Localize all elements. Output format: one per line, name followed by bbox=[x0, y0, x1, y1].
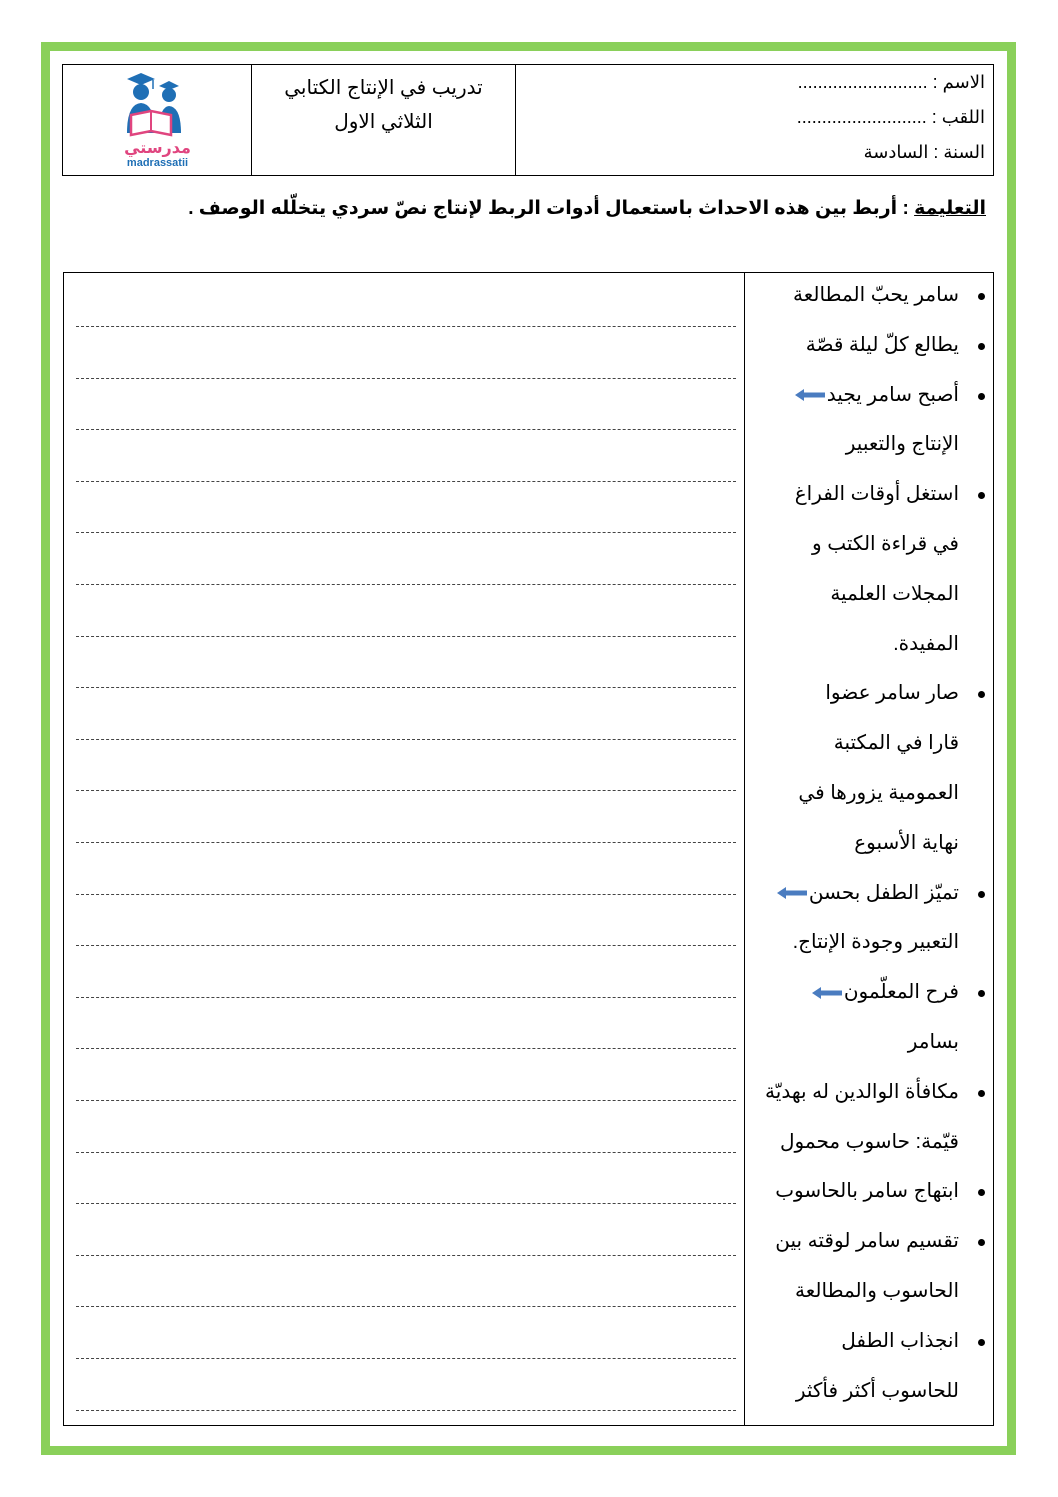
event-line bbox=[795, 482, 959, 506]
event-line bbox=[812, 532, 959, 556]
title-line-1: تدريب في الإنتاج الكتابي bbox=[284, 77, 483, 99]
event-text: استغل أوقات الفراغ bbox=[794, 483, 959, 506]
event-text: تميّز الطفل بحسن bbox=[808, 881, 959, 904]
surname-field: اللقب : .......................... bbox=[796, 107, 985, 127]
writing-line bbox=[76, 997, 736, 998]
arrow-left-icon bbox=[810, 986, 844, 1000]
writing-line bbox=[76, 1100, 736, 1101]
header-table bbox=[62, 64, 994, 176]
events-column bbox=[745, 273, 993, 1425]
writing-line bbox=[76, 429, 736, 430]
bullet-icon bbox=[978, 891, 985, 898]
instruction-label: التعليمة bbox=[914, 198, 986, 219]
bullet-icon bbox=[978, 691, 985, 698]
event-text: فرح المعلّمون bbox=[843, 981, 959, 1004]
writing-line bbox=[76, 790, 736, 791]
instruction-text: : أربط بين هذه الاحداث باستعمال أدوات الربط لإنتاج نصّ سردي يتخلّله الوصف . bbox=[188, 198, 915, 219]
event-text: الحاسوب والمطالعة bbox=[795, 1280, 959, 1302]
event-text: مكافأة الوالدين له بهديّة bbox=[765, 1080, 959, 1103]
event-text: المفيدة. bbox=[893, 632, 959, 655]
bullet-icon bbox=[978, 393, 985, 400]
event-text: يطالع كلّ ليلة قصّة bbox=[805, 333, 959, 356]
writing-line bbox=[76, 1255, 736, 1256]
event-text: تقسيم سامر لوقته بين bbox=[775, 1230, 959, 1253]
bullet-icon bbox=[978, 343, 985, 350]
arrow-left-icon bbox=[775, 886, 809, 900]
event-line bbox=[830, 582, 959, 606]
bullet-icon bbox=[978, 1189, 985, 1196]
event-text: المجلات العلمية bbox=[830, 582, 959, 605]
event-line bbox=[775, 1229, 959, 1253]
instruction bbox=[86, 197, 986, 220]
event-line bbox=[796, 1379, 959, 1403]
event-text: العمومية يزورها في bbox=[798, 782, 959, 804]
event-line bbox=[793, 283, 959, 307]
event-line bbox=[806, 333, 959, 357]
writing-line bbox=[76, 1152, 736, 1153]
logo-arabic-text: مدرستي bbox=[124, 140, 191, 157]
exercise-table bbox=[63, 272, 994, 1426]
event-line bbox=[775, 1179, 959, 1203]
event-line bbox=[893, 632, 959, 656]
bullet-icon bbox=[978, 1239, 985, 1246]
writing-line bbox=[76, 636, 736, 637]
bullet-icon bbox=[978, 293, 985, 300]
writing-line bbox=[76, 1358, 736, 1359]
event-text: صار سامر عضوا bbox=[825, 682, 959, 705]
event-line bbox=[785, 383, 959, 407]
event-line bbox=[798, 781, 959, 805]
year-field: السنة : السادسة bbox=[863, 142, 985, 162]
event-line bbox=[765, 1080, 959, 1104]
event-line bbox=[793, 930, 959, 954]
writing-line bbox=[76, 739, 736, 740]
event-line bbox=[846, 432, 959, 456]
event-line bbox=[767, 881, 959, 905]
event-text: قيّمة: حاسوب محمول bbox=[780, 1130, 959, 1153]
event-text: ابتهاج سامر بالحاسوب bbox=[775, 1180, 959, 1203]
bullet-icon bbox=[978, 990, 985, 997]
student-reading-icon bbox=[97, 71, 217, 141]
writing-line bbox=[76, 378, 736, 379]
event-text: انجذاب الطفل bbox=[841, 1329, 959, 1352]
event-line bbox=[802, 980, 959, 1004]
event-line bbox=[834, 731, 959, 755]
event-line bbox=[841, 1329, 959, 1353]
event-text: سامر يحبّ المطالعة bbox=[792, 284, 959, 306]
title-line-2: الثلاثي الاول bbox=[334, 111, 433, 133]
writing-line bbox=[76, 894, 736, 895]
event-text: قارا في المكتبة bbox=[833, 732, 959, 755]
bullet-icon bbox=[978, 1339, 985, 1346]
writing-line bbox=[76, 532, 736, 533]
title-cell bbox=[252, 65, 516, 175]
event-line bbox=[795, 1279, 959, 1303]
event-text: بسامر bbox=[907, 1031, 959, 1053]
arrow-left-icon bbox=[793, 388, 827, 402]
writing-line bbox=[76, 584, 736, 585]
logo-cell bbox=[63, 65, 252, 175]
event-text: الإنتاج والتعبير bbox=[845, 433, 959, 456]
writing-line bbox=[76, 1048, 736, 1049]
name-field: الاسم : .......................... bbox=[797, 72, 985, 92]
writing-line bbox=[76, 842, 736, 843]
event-line bbox=[908, 1030, 959, 1054]
bullet-icon bbox=[978, 1090, 985, 1097]
event-line bbox=[780, 1130, 959, 1154]
event-text: في قراءة الكتب و bbox=[812, 533, 959, 555]
writing-line bbox=[76, 1203, 736, 1204]
event-line bbox=[825, 681, 959, 705]
writing-line bbox=[76, 945, 736, 946]
bullet-icon bbox=[978, 492, 985, 499]
event-text: نهاية الأسبوع bbox=[854, 831, 959, 854]
student-info-cell bbox=[516, 65, 993, 175]
event-line bbox=[854, 831, 959, 855]
writing-line bbox=[76, 1410, 736, 1411]
writing-line bbox=[76, 481, 736, 482]
event-text: أصبح سامر يجيد bbox=[826, 383, 959, 406]
writing-line bbox=[76, 326, 736, 327]
event-text: للحاسوب أكثر فأكثر bbox=[795, 1379, 959, 1402]
writing-line bbox=[76, 687, 736, 688]
writing-line bbox=[76, 1306, 736, 1307]
event-text: التعبير وجودة الإنتاج. bbox=[792, 931, 959, 954]
logo-latin-text: madrassatii bbox=[126, 157, 189, 169]
